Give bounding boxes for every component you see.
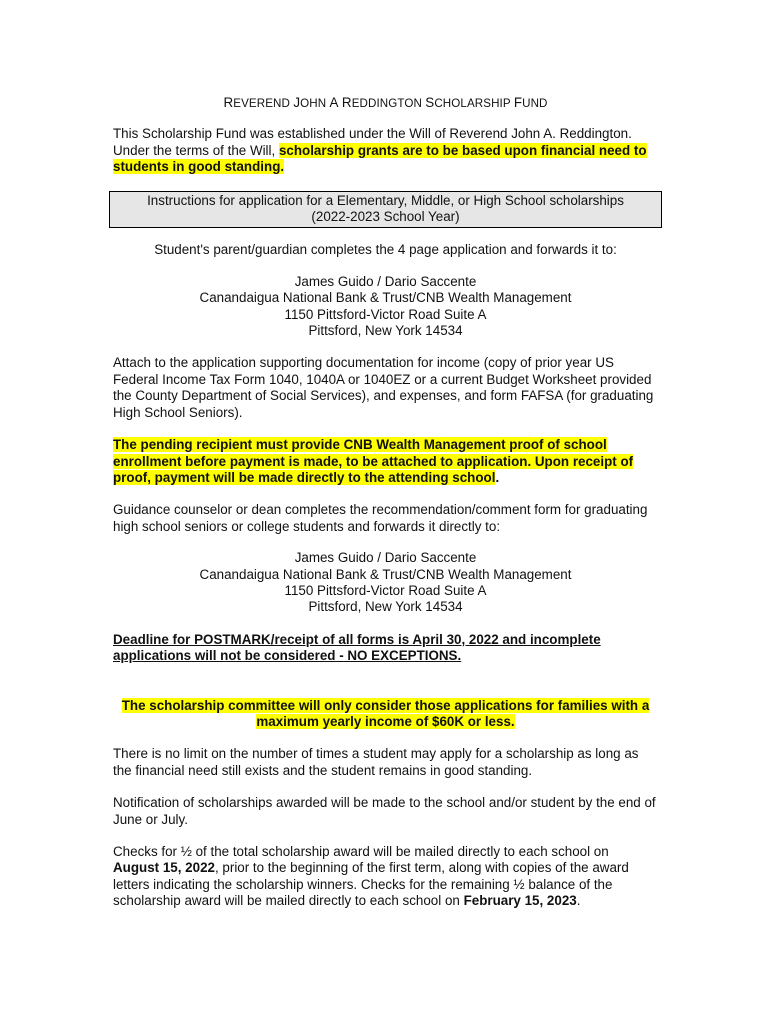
address-city: Pittsford, New York 14534	[308, 323, 463, 339]
instructions-box	[109, 191, 662, 229]
address-street: 1150 Pittsford-Victor Road Suite A	[284, 582, 487, 598]
mailing-address-2	[113, 550, 658, 616]
address-city: Pittsford, New York 14534	[308, 599, 463, 615]
mailing-address-1	[113, 274, 658, 340]
address-street: 1150 Pittsford-Victor Road Suite A	[284, 306, 487, 322]
checks-date-1: August 15, 2022	[113, 860, 215, 876]
pending-end: .	[495, 469, 500, 485]
notification-paragraph: Notification of scholarships awarded will be made to the school and/or student by the end of June or July.	[113, 795, 656, 827]
instructions-line-2: (2022-2023 School Year)	[311, 209, 460, 225]
committee-paragraph	[113, 698, 658, 731]
committee-highlight: The scholarship committee will only consider those applications for families with a maximum yearly income of $60K or less.	[121, 697, 650, 729]
intro-paragraph	[113, 126, 658, 175]
deadline-paragraph: Deadline for POSTMARK/receipt of all forms is April 30, 2022 and incomplete applications will not be considered - NO EXCEPTIONS.	[113, 631, 601, 664]
document-body	[113, 95, 658, 910]
document-title: REVEREND JOHN A REDDINGTON SCHOLARSHIP FUND	[223, 95, 548, 110]
intro-highlight: scholarship grants are to be based upon financial need to students in good standing.	[113, 142, 647, 175]
instructions-line-1: Instructions for application for a Elementary, Middle, or High School scholarships	[147, 192, 624, 208]
checks-paragraph: Checks for ½ of the total scholarship award will be mailed directly to each school on August 15, 2022, prior to the beginning of the first term, along with copies of the award letters indicating the scholarship winners. Checks for the remaining ½ balance of the scholarship award will be mailed directly to each school on February 15, 2023.	[113, 844, 629, 909]
intro-text: This Scholarship Fund was established under the Will of Reverend John A. Reddington. Under the terms of the Will,	[113, 126, 632, 158]
guidance-paragraph: Guidance counselor or dean completes the recommendation/comment form for graduating high school seniors or college students and forwards it directly to:	[113, 502, 648, 534]
checks-date-2: February 15, 2023	[463, 893, 577, 909]
address-name: James Guido / Dario Saccente	[294, 550, 477, 566]
address-name: James Guido / Dario Saccente	[294, 273, 477, 289]
parent-forward-text: Student's parent/guardian completes the 4 page application and forwards it to:	[154, 242, 617, 258]
pending-highlight: The pending recipient must provide CNB Wealth Management proof of school enrollment before payment is made, to be attached to application. Upon receipt of proof, payment will be made directly to the attending school	[113, 437, 634, 485]
attach-paragraph: Attach to the application supporting documentation for income (copy of prior year US Federal Income Tax Form 1040, 1040A or 1040EZ or a current Budget Worksheet provided the County Department of Social Services), and expenses, and form FAFSA (for graduating High School Seniors).	[113, 355, 654, 420]
pending-paragraph	[113, 437, 658, 486]
no-limit-paragraph: There is no limit on the number of times a student may apply for a scholarship as long as the financial need still exists and the student remains in good standing.	[113, 746, 639, 778]
address-org: Canandaigua National Bank & Trust/CNB Wealth Management	[199, 566, 572, 582]
address-org: Canandaigua National Bank & Trust/CNB Wealth Management	[199, 290, 572, 306]
